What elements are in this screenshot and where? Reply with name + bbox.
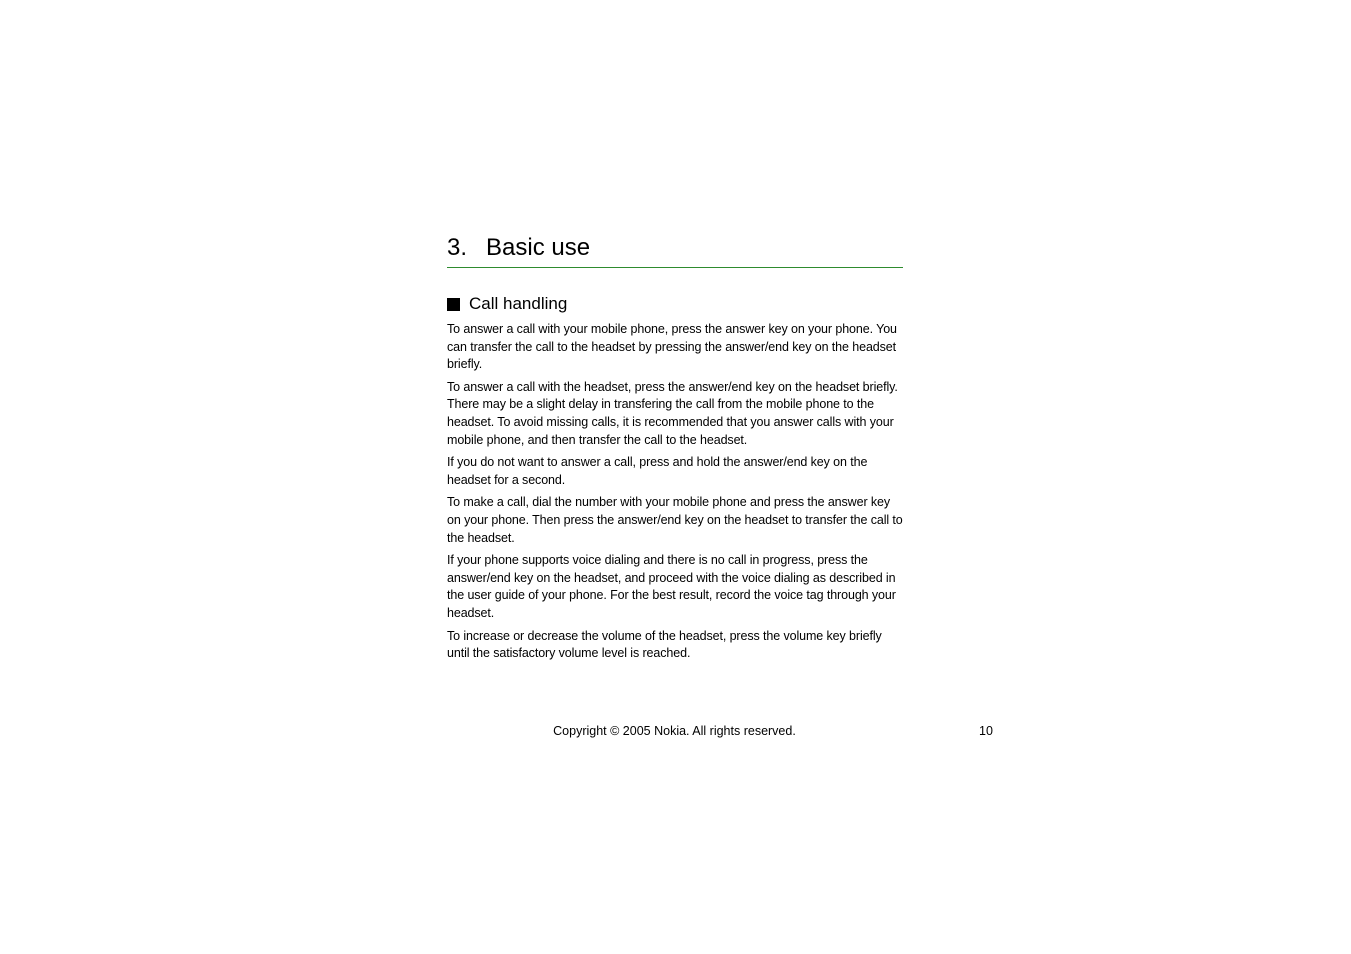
chapter-heading <box>447 233 903 268</box>
paragraph: If your phone supports voice dialing and there is no call in progress, press the answer/end key on the headset, and proceed with the voice dialing as described in the user guide of your phone. For the best result, record the voice tag through your headset. <box>447 553 896 620</box>
paragraph: To make a call, dial the number with your mobile phone and press the answer key on your phone. Then press the answer/end key on the headset to transfer the call to the headset. <box>447 495 903 545</box>
square-bullet-icon <box>447 298 460 311</box>
paragraph: To answer a call with the headset, press the answer/end key on the headset briefly. There may be a slight delay in transfering the call from the mobile phone to the headset. To avoid missing calls, it is recommended that you answer calls with your mobile phone, and then transfer the call to the headset. <box>447 379 898 447</box>
paragraph: To increase or decrease the volume of the headset, press the volume key briefly until the satisfactory volume level is reached. <box>447 628 882 661</box>
paragraph: If you do not want to answer a call, press and hold the answer/end key on the headset for a second. <box>447 455 868 487</box>
section-heading <box>447 293 903 315</box>
chapter-number: 3. <box>447 234 468 261</box>
paragraph: To answer a call with your mobile phone, press the answer key on your phone. You can transfer the call to the headset by pressing the answer/end key on the headset briefly. <box>447 322 897 372</box>
chapter-title: Basic use <box>486 234 591 261</box>
section-title: Call handling <box>469 294 568 313</box>
copyright-footer: Copyright © 2005 Nokia. All rights reserved. <box>553 724 796 738</box>
page-number: 10 <box>979 724 993 738</box>
page-content <box>447 233 903 668</box>
